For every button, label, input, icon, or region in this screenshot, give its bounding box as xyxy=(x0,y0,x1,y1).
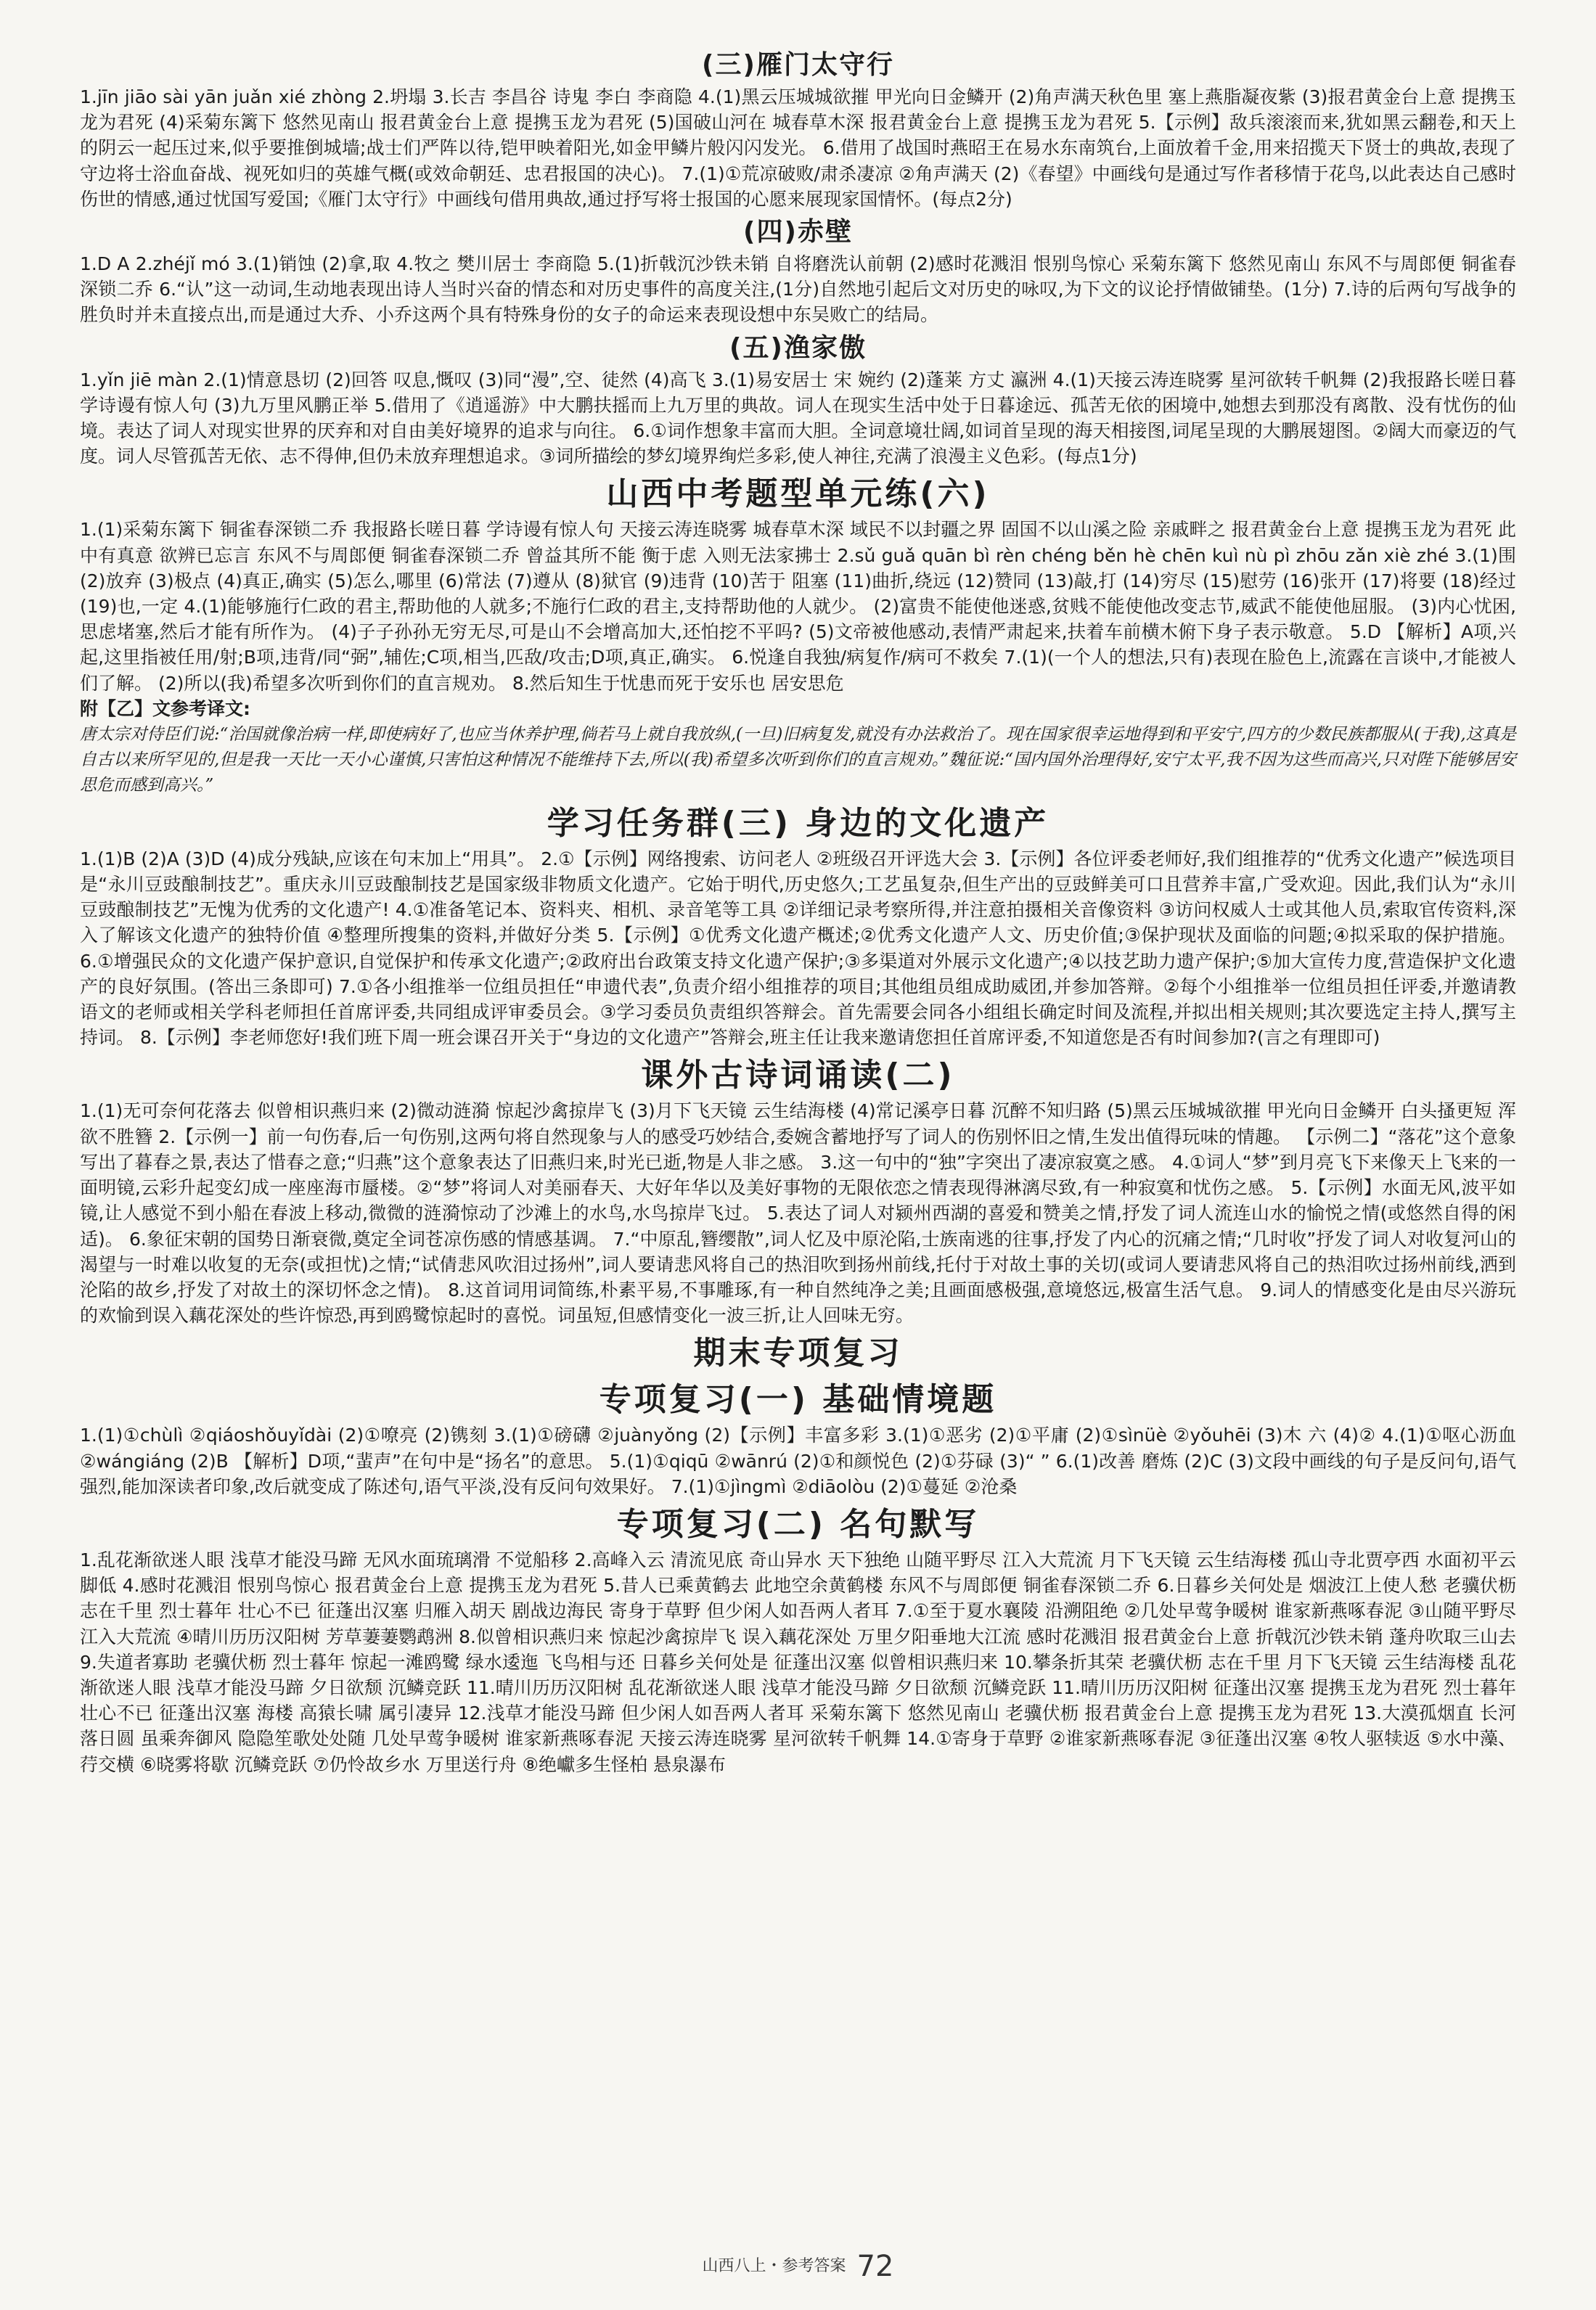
section-title: 课外古诗词诵读(二) xyxy=(641,1057,955,1094)
answer-paragraph: 1.(1)①chùlì ②qiáoshǒuyǐdài (2)①嘹亮 (2)镌刻 3.(1)①磅礴 ②juànyǒng (2)【示例】丰富多彩 3.(1)①恶劣 (2)①平庸 (2)①sìnüè ②yǒuhēi (3)木 六 (4)② 4.(1)①呕心沥血 ②wángiáng (2)B 【解析】D项,“蜚声”在句中是“扬名”的意思。 5.(1)①qiqū ②wānrú (2)①和颜悦色 (2)①芬碌 (3)“ ” 6.(1)改善 磨炼 (2)C (3)文段中画线的句子是反问句,语气强烈,能加深读者印象,改后就变成了陈述句,语气平淡,没有反问句效果好。 7.(1)①jìngmì ②diāolòu (2)①蔓延 ②沧桑 xyxy=(80,1425,1516,1497)
section-title: 山西中考题型单元练(六) xyxy=(606,475,990,513)
section-title: 专项复习(二) 名句默写 xyxy=(616,1505,980,1543)
answer-paragraph: 1.(1)采菊东篱下 铜雀春深锁二乔 我报路长嗟日暮 学诗谩有惊人句 天接云涛连晓雾 城春草木深 域民不以封疆之界 固国不以山溪之险 亲戚畔之 报君黄金台上意 提携玉龙为君死 此中有真意 欲辨已忘言 东风不与周郎便 铜雀春深锁二乔 曾益其所不能 衡于虑 入则无法家拂士 2.sǔ guǎ quān bì rèn chéng běn hè chēn kuì nù pì zhōu zǎn xiè zhé 3.(1)围 (2)放弃 (3)极点 (4)真正,确实 (5)怎么,哪里 (6)常法 (7)遵从 (8)狱官 (9)违背 (10)苦于 阻塞 (11)曲折,绕远 (12)赞同 (13)敲,打 (14)穷尽 (15)慰劳 (16)张开 (17)将要 (18)经过 (19)也,一定 4.(1)能够施行仁政的君主,帮助他的人就多;不施行仁政的君主,支持帮助他的人就少。 (2)富贵不能使他迷惑,贫贱不能使他改变志节,威武不能使他屈服。 (3)内心忧困,思虑堵塞,然后才能有所作为。 (4)子子孙孙无穷无尽,可是山不会增高加大,还怕挖不平吗? (5)文帝被他感动,表情严肃起来,扶着车前横木俯下身子表示敬意。 5.D 【解析】A项,兴起,这里指被任用/射;B项,违背/同“弼”,辅佐;C项,相当,匹敌/攻击;D项,真正,确实。 6.悦逢自我独/病复作/病可不救矣 7.(1)(一个人的想法,只有)表现在脸色上,流露在言谈中,才能被人们了解。 (2)所以(我)希望多次听到你们的直言规劝。 8.然后知生于忧患而死于安乐也 居安思危 xyxy=(80,519,1516,694)
appendix-translation: 唐太宗对侍臣们说:“治国就像治病一样,即使病好了,也应当休养护理,倘若马上就自我放纵,(一旦)旧病复发,就没有办法救治了。现在国家很幸运地得到和平安宁,四方的少数民族都服从(于我),这真是自古以来所罕见的,但是我一天比一天小心谨慎,只害怕这种情况不能维持下去,所以(我)希望多次听到你们的直言规劝。”魏征说:“国内国外治理得好,安宁太平,我不因为这些而高兴,只对陛下能够居安思危而感到高兴。” xyxy=(80,724,1517,795)
section-title: (四)赤壁 xyxy=(743,217,853,247)
answer-content xyxy=(80,48,1516,1777)
appendix-label: 附【乙】文参考译文: xyxy=(80,697,250,719)
page-number: 72 xyxy=(856,2250,894,2283)
answer-paragraph: 1.yǐn jiē màn 2.(1)情意恳切 (2)回答 叹息,慨叹 (3)同“漫”,空、徒然 (4)高飞 3.(1)易安居士 宋 婉约 (2)蓬莱 方丈 瀛洲 4.(1)天接云涛连晓雾 星河欲转千帆舞 (2)我报路长嗟日暮 学诗谩有惊人句 (3)九万里风鹏正举 5.借用了《逍遥游》中大鹏扶摇而上九万里的典故。词人在现实生活中处于日暮途远、孤苦无依的困境中,她想去到那没有离散、没有忧伤的仙境。表达了词人对现实世界的厌弃和对自由美好境界的追求与向往。 6.①词作想象丰富而大胆。全词意境壮阔,如词首呈现的海天相接图,词尾呈现的大鹏展翅图。②阔大而豪迈的气度。词人尽管孤苦无依、志不得伸,但仍未放弃理想追求。③词所描绘的梦幻境界绚烂多彩,使人神往,充满了浪漫主义色彩。(每点1分) xyxy=(80,369,1516,467)
section-title: (三)雁门太守行 xyxy=(702,50,894,80)
answer-paragraph: 1.(1)B (2)A (3)D (4)成分残缺,应该在句末加上“用具”。 2.①【示例】网络搜索、访问老人 ②班级召开评选大会 3.【示例】各位评委老师好,我们组推荐的“优秀文化遗产”候选项目是“永川豆豉酿制技艺”。重庆永川豆豉酿制技艺是国家级非物质文化遗产。它始于明代,历史悠久;工艺虽复杂,但生产出的豆豉鲜美可口且营养丰富,广受欢迎。因此,我们认为“永川豆豉酿制技艺”无愧为优秀的文化遗产! 4.①准备笔记本、资料夹、相机、录音笔等工具 ②详细记录考察所得,并注意拍摄相关音像资料 ③访问权威人士或其他人员,索取官传资料,深入了解该文化遗产的独特价值 ④整理所搜集的资料,并做好分类 5.【示例】①优秀文化遗产概述;②优秀文化遗产人文、历史价值;③保护现状及面临的问题;④拟采取的保护措施。 6.①增强民众的文化遗产保护意识,自觉保护和传承文化遗产;②政府出台政策支持文化遗产保护;③多渠道对外展示文化遗产;④以技艺助力遗产保护;⑤加大宣传力度,营造保护文化遗产的良好氛围。(答出三条即可) 7.①各小组推举一位组员担任“申遗代表”,负责介绍小组推荐的项目;其他组员组成助威团,并参加答辩。②每个小组推举一位组员担任评委,并邀请教语文的老师或相关学科老师担任首席评委,共同组成评审委员会。③学习委员负责组织答辩会。首先需要会同各小组组长确定时间及流程,并拟出相关规则;其次要选定主持人,撰写主持词。 8.【示例】李老师您好!我们班下周一班会课召开关于“身边的文化遗产”答辩会,班主任让我来邀请您担任首席评委,不知道您是否有时间参加?(言之有理即可) xyxy=(80,848,1516,1049)
answer-paragraph: 1.(1)无可奈何花落去 似曾相识燕归来 (2)微动涟漪 惊起沙禽掠岸飞 (3)月下飞天镜 云生结海楼 (4)常记溪亭日暮 沉醉不知归路 (5)黑云压城城欲摧 甲光向日金鳞开 白头搔更短 浑欲不胜簪 2.【示例一】前一句伤春,后一句伤别,这两句将自然现象与人的感受巧妙结合,委婉含蓄地抒写了词人的伤别怀旧之情,生发出值得玩味的情趣。 【示例二】“落花”这个意象写出了暮春之景,表达了惜春之意;“归燕”这个意象表达了旧燕归来,时光已逝,物是人非之感。 3.这一句中的“独”字突出了凄凉寂寞之感。 4.①词人“梦”到月亮飞下来像天上飞来的一面明镜,云彩升起变幻成一座座海市蜃楼。②“梦”将词人对美丽春天、大好年华以及美好事物的无限依恋之情表现得淋漓尽致,有一种寂寞和忧伤之感。 5.【示例】水面无风,波平如镜,让人感觉不到小船在春波上移动,微微的涟漪惊动了沙滩上的水鸟,水鸟掠岸飞过。 5.表达了词人对颍州西湖的喜爱和赞美之情,抒发了词人流连山水的愉悦之情(或悠然自得的闲适)。 6.象征宋朝的国势日渐衰微,奠定全词苍凉伤感的情感基调。 7.“中原乱,簪缨散”,词人忆及中原沦陷,士族南逃的往事,抒发了内心的沉痛之情;“几时收”抒发了词人对收复河山的渴望与一时难以收复的无奈(或担忧)之情;“试倩悲风吹泪过扬州”,词人要请悲风将自己的热泪吹到扬州前线,托付于对故土事的关切(或词人要请悲风将自己的热泪吹过扬州前线,洒到沦陷的故乡,抒发了对故土的深切怀念之情)。 8.这首词用词简练,朴素平易,不事雕琢,有一种自然纯净之美;且画面感极强,意境悠远,极富生活气息。 9.词人的情感变化是由尽兴游玩的欢愉到误入藕花深处的些许惊恐,再到鸥鹭惊起时的喜悦。词虽短,但感情变化一波三折,让人回味无穷。 xyxy=(80,1100,1516,1327)
answer-paragraph: 1.jīn jiāo sài yān juǎn xié zhòng 2.坍塌 3.长吉 李昌谷 诗鬼 李白 李商隐 4.(1)黑云压城城欲摧 甲光向日金鳞开 (2)角声满天秋色里 塞上燕脂凝夜紫 (3)报君黄金台上意 提携玉龙为君死 (4)采菊东篱下 悠然见南山 报君黄金台上意 提携玉龙为君死 (5)国破山河在 城春草木深 报君黄金台上意 提携玉龙为君死 5.【示例】敌兵滚滚而来,犹如黑云翻卷,和天上的阴云一起压过来,似乎要推倒城墙;战士们严阵以待,铠甲映着阳光,如金甲鳞片般闪闪发光。 6.借用了战国时燕昭王在易水东南筑台,上面放着千金,用来招揽天下贤士的典故,表现了守边将士浴血奋战、视死如归的英雄气概(或效命朝廷、忠君报国的决心)。 7.(1)①荒凉破败/肃杀凄凉 ②角声满天 (2)《春望》中画线句是通过写作者移情于花鸟,以此表达自己感时伤世的情感,通过忧国写爱国;《雁门太守行》中画线句借用典故,通过抒写将士报国的心愿来展现家国情怀。(每点2分) xyxy=(80,86,1516,210)
section-title: 专项复习(一) 基础情境题 xyxy=(599,1381,997,1419)
answer-paragraph: 1.D A 2.zhéjǐ mó 3.(1)销蚀 (2)拿,取 4.牧之 樊川居士 李商隐 5.(1)折戟沉沙铁未销 自将磨洗认前朝 (2)感时花溅泪 恨别鸟惊心 采菊东篱下 悠然见南山 东风不与周郎便 铜雀春深锁二乔 6.“认”这一动词,生动地表现出诗人当时兴奋的情态和对历史事件的高度关注,(1分)自然地引起后文对历史的咏叹,为下文的议论抒情做铺垫。(1分) 7.诗的后两句写战争的胜负时并未直接点出,而是通过大乔、小乔这两个具有特殊身份的女子的命运来表现设想中东吴败亡的结局。 xyxy=(80,253,1516,326)
section-title: (五)渔家傲 xyxy=(729,332,867,363)
section-title: 学习任务群(三) 身边的文化遗产 xyxy=(547,804,1049,842)
section-title: 期末专项复习 xyxy=(693,1335,903,1372)
answer-paragraph: 1.乱花渐欲迷人眼 浅草才能没马蹄 无风水面琉璃滑 不觉船移 2.高峰入云 清流见底 奇山异水 天下独绝 山随平野尽 江入大荒流 月下飞天镜 云生结海楼 孤山寺北贾亭西 水面初平云脚低 4.感时花溅泪 恨别鸟惊心 报君黄金台上意 提携玉龙为君死 5.昔人已乘黄鹤去 此地空余黄鹤楼 东风不与周郎便 铜雀春深锁二乔 6.日暮乡关何处是 烟波江上使人愁 老骥伏枥 志在千里 烈士暮年 壮心不已 征蓬出汉塞 归雁入胡天 剧战边海民 寄身于草野 但少闲人如吾两人者耳 7.①至于夏水襄陵 沿溯阻绝 ②几处早莺争暖树 谁家新燕啄春泥 ③山随平野尽 江入大荒流 ④晴川历历汉阳树 芳草萋萋鹦鹉洲 8.似曾相识燕归来 惊起沙禽掠岸飞 误入藕花深处 万里夕阳垂地大江流 感时花溅泪 报君黄金台上意 折戟沉沙铁未销 蓬舟吹取三山去 9.失道者寡助 老骥伏枥 烈士暮年 惊起一滩鸥鹭 绿水逶迤 飞鸟相与还 日暮乡关何处是 征蓬出汉塞 似曾相识燕归来 10.攀条折其荣 老骥伏枥 志在千里 月下飞天镜 云生结海楼 乱花渐欲迷人眼 浅草才能没马蹄 夕日欲颓 沉鳞竞跃 11.晴川历历汉阳树 乱花渐欲迷人眼 浅草才能没马蹄 夕日欲颓 沉鳞竞跃 11.晴川历历汉阳树 征蓬出汉塞 提携玉龙为君死 烈士暮年 壮心不已 征蓬出汉塞 海楼 高猿长啸 属引凄异 12.浅草才能没马蹄 但少闲人如吾两人者耳 采菊东篱下 悠然见南山 老骥伏枥 报君黄金台上意 提携玉龙为君死 13.大漠孤烟直 长河落日圆 虽乘奔御风 隐隐笙歌处处随 几处早莺争暖树 谁家新燕啄春泥 天接云涛连晓雾 星河欲转千帆舞 14.①寄身于草野 ②谁家新燕啄春泥 ③征蓬出汉塞 ④牧人驱犊返 ⑤水中藻、荇交横 ⑥晓雾将歇 沉鳞竞跃 ⑦仍怜故乡水 万里送行舟 ⑧绝巘多生怪柏 悬泉瀑布 xyxy=(80,1549,1516,1775)
page-footer xyxy=(0,2250,1596,2283)
footer-label: 山西八上・参考答案 xyxy=(702,2257,846,2275)
